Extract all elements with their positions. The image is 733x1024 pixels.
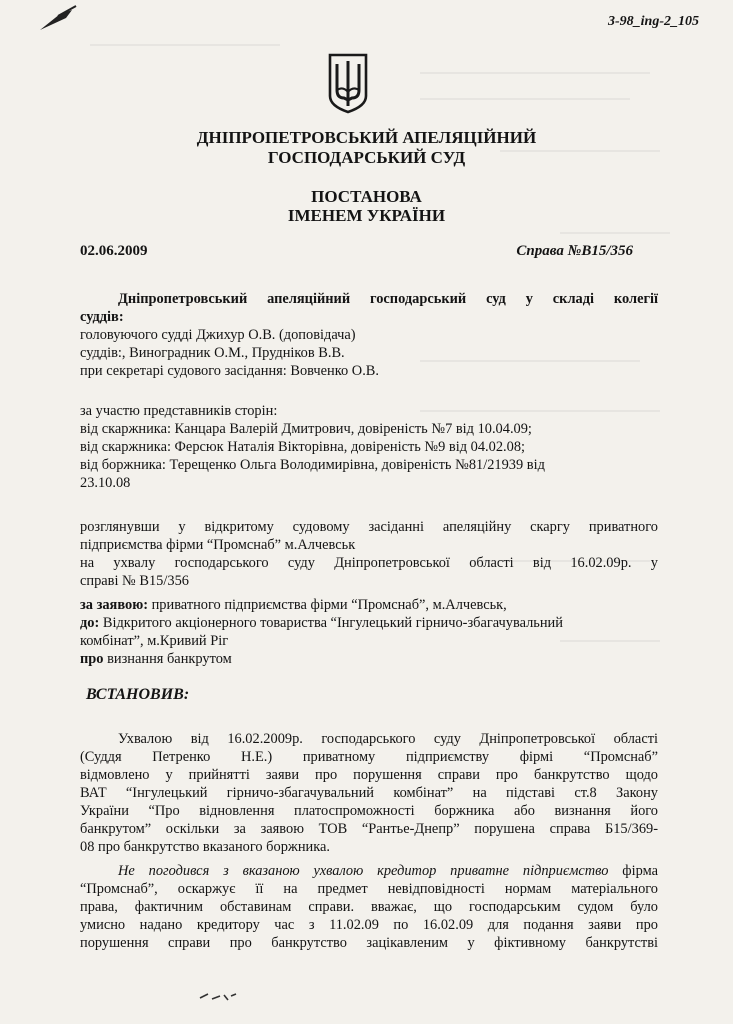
participant-line: від скаржника: Ферсюк Наталія Вікторівна, довіреність №9 від 04.02.08;	[80, 439, 526, 455]
subject-label: про	[80, 651, 104, 667]
considered-line: на ухвалу господарського суду Дніпропетровської області від 16.02.09р. у	[80, 555, 658, 571]
panel-judges: суддів:, Виноградник О.М., Прудніков В.В.	[80, 345, 345, 361]
debtor-text: Відкритого акціонерного товариства “Інгулецький гірничо-збагачувальний	[99, 615, 563, 631]
subject-line	[80, 650, 232, 668]
body-line: права, фактичним обставинам справи. вважає, що господарським судом було	[80, 899, 658, 915]
subject-text: визнання банкрутом	[103, 651, 232, 667]
body-line: умисно надано кредитору час з 11.02.09 по 16.02.09 для подання заяви про	[80, 917, 658, 933]
decision-date: 02.06.2009	[80, 243, 148, 259]
participant-line-cont: 23.10.08	[80, 475, 131, 491]
bleed-through-line	[560, 232, 670, 234]
bleed-through-line	[560, 640, 660, 642]
body-line: “Промснаб”, оскаржує її на предмет невідповідності нормам матеріального	[80, 881, 658, 897]
bleed-through-line	[420, 410, 660, 412]
court-name-line-1: ДНІПРОПЕТРОВСЬКИЙ АПЕЛЯЦІЙНИЙ	[196, 128, 537, 147]
body-line: порушення справи про банкрутство зацікавленим у фіктивному банкрутстві	[80, 935, 658, 951]
document-type-title: ПОСТАНОВА	[311, 187, 422, 206]
debtor-line-cont: комбінат”, м.Кривий Ріг	[80, 633, 229, 649]
body-line: 08 про банкрутство вказаного боржника.	[80, 839, 330, 855]
scan-mark-icon	[198, 990, 238, 1004]
bleed-through-line	[420, 98, 630, 100]
bleed-through-line	[420, 72, 650, 74]
document-reference: 3-98_ing-2_105	[608, 14, 699, 29]
ukraine-trident-emblem-icon	[327, 52, 369, 114]
body-line: ВАТ “Інгулецький гірничо-збагачувальний комбінат” на підставі ст.8 Закону	[80, 785, 658, 801]
body-line: України “Про відновлення платоспроможності боржника або визнання його	[80, 803, 658, 819]
body-line: відмовлено у прийнятті заяви про порушення справи про банкрутство щодо	[80, 767, 658, 783]
body-line	[118, 862, 658, 880]
participants-intro: за участю представників сторін:	[80, 403, 278, 419]
body-line: Ухвалою від 16.02.2009р. господарського суду Дніпропетровської області	[118, 731, 658, 747]
presiding-judge: головуючого судді Джихур О.В. (доповідача)	[80, 327, 356, 343]
body-italic-run: Не погодився з вказаною ухвалою кредитор приватне підприємство	[118, 863, 609, 879]
applicant-text: приватного підприємства фірми “Промснаб”, м.Алчевськ,	[148, 597, 507, 613]
considered-line: підприємства фірми “Промснаб” м.Алчевськ	[80, 537, 356, 553]
considered-line: розглянувши у відкритому судовому засіданні апеляційну скаргу приватного	[80, 519, 658, 535]
document-type-subtitle: ІМЕНЕМ УКРАЇНИ	[287, 206, 446, 225]
panel-intro-cont: суддів:	[80, 309, 124, 325]
participant-line: від скаржника: Канцара Валерій Дмитрович, довіреність №7 від 10.04.09;	[80, 421, 532, 437]
established-heading: ВСТАНОВИВ:	[86, 686, 190, 703]
body-line: банкрутом” оскільки за заявою ТОВ “Рантье-Днепр” порушена справа Б15/369-	[80, 821, 658, 837]
debtor-line	[80, 614, 563, 632]
case-number: Справа №В15/356	[516, 243, 633, 259]
court-secretary: при секретарі судового засідання: Вовченко О.В.	[80, 363, 379, 379]
bleed-through-line	[420, 360, 640, 362]
pen-mark-icon	[38, 4, 78, 34]
participant-line: від боржника: Терещенко Ольга Володимирівна, довіреність №81/21939 від	[80, 457, 545, 473]
bleed-through-line	[90, 44, 280, 46]
applicant-line	[80, 596, 507, 614]
body-run: фірма	[608, 863, 659, 879]
body-line: (Суддя Петренко Н.Е.) приватному підприємству фірмі “Промснаб”	[80, 749, 658, 765]
court-name-line-2: ГОСПОДАРСЬКИЙ СУД	[267, 148, 466, 167]
debtor-label: до:	[80, 615, 100, 631]
considered-line: справі № В15/356	[80, 573, 189, 589]
applicant-label: за заявою:	[80, 597, 148, 613]
panel-intro: Дніпропетровський апеляційний господарський суд у складі колегії	[118, 291, 658, 307]
